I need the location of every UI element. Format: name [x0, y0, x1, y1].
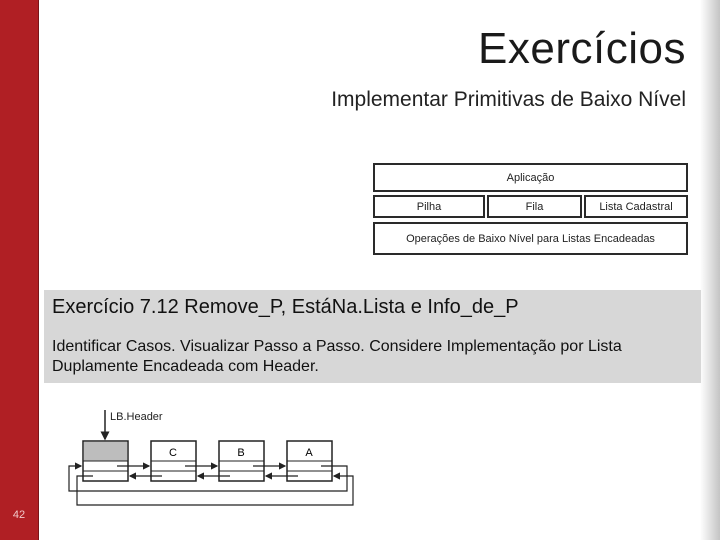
right-edge-shade	[700, 0, 720, 540]
arch-stack-box: Pilha	[373, 195, 485, 218]
node-c-label: C	[169, 447, 177, 459]
slide-title: Exercícios	[478, 24, 686, 73]
slide-subtitle: Implementar Primitivas de Baixo Nível	[331, 88, 686, 111]
arch-low-level-ops-layer: Operações de Baixo Nível para Listas Encadeadas	[373, 222, 688, 255]
slide-number: 42	[12, 509, 26, 521]
arch-application-layer: Aplicação	[373, 163, 688, 192]
list-node-a	[287, 441, 332, 481]
arch-queue-box: Fila	[487, 195, 582, 218]
exercise-panel	[44, 290, 701, 383]
list-node-b	[219, 441, 264, 481]
exercise-description: Identificar Casos. Visualizar Passo a Passo. Considere Implementação por Lista Duplamente Encadeada com Header.	[52, 338, 622, 375]
node-a-label: A	[305, 447, 313, 459]
list-node-header	[83, 441, 128, 481]
node-b-label: B	[237, 447, 245, 459]
list-node-c	[151, 441, 196, 481]
doubly-linked-list-diagram	[55, 405, 360, 517]
arch-registry-list-box: Lista Cadastral	[584, 195, 688, 218]
architecture-diagram	[370, 160, 690, 260]
side-accent-bar	[0, 0, 39, 540]
header-pointer-label: LB.Header	[110, 411, 163, 423]
exercise-title: Exercício 7.12 Remove_P, EstáNa.Lista e Info_de_P	[52, 296, 519, 318]
